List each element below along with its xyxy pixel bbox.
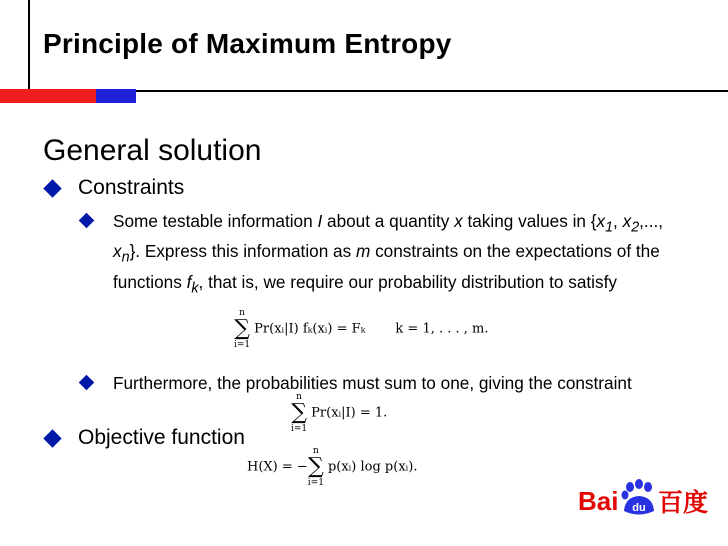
logo-text-cn: 百度 <box>658 488 709 517</box>
summation-symbol: n ∑ i=1 <box>291 392 308 434</box>
bullet-constraints-label: Constraints <box>78 176 185 199</box>
logo-text-du: du <box>632 502 646 514</box>
diamond-bullet-icon <box>43 429 61 447</box>
baidu-logo <box>578 478 718 518</box>
equation-constraints: n ∑ i=1 Pr(xᵢ|I) fₖ(xᵢ) = Fₖ k = 1, . . . , m. <box>234 308 489 350</box>
accent-bar-blue <box>96 89 136 103</box>
diamond-bullet-icon <box>43 179 61 197</box>
sub-bullet-testable-info <box>81 209 673 300</box>
bullet-objective <box>43 426 245 450</box>
summation-symbol: n ∑ i=1 <box>307 446 324 488</box>
section-heading: General solution <box>43 134 262 167</box>
equation-entropy: H(X) = − n ∑ i=1 p(xᵢ) log p(xᵢ). <box>247 446 418 488</box>
diamond-bullet-icon <box>79 213 95 229</box>
bullet-constraints <box>43 176 184 200</box>
bullet-objective-label: Objective function <box>78 426 245 449</box>
paw-icon <box>622 479 655 515</box>
sub-bullet-normalization-text: Furthermore, the probabilities must sum to one, giving the constraint <box>113 373 632 393</box>
logo-text-bai: Bai <box>578 486 619 516</box>
diamond-bullet-icon <box>79 375 95 391</box>
equation-normalization: n ∑ i=1 Pr(xᵢ|I) = 1. <box>291 392 388 434</box>
summation-symbol: n ∑ i=1 <box>234 308 251 350</box>
accent-bar-red <box>0 89 96 103</box>
slide-title: Principle of Maximum Entropy <box>43 28 452 59</box>
sub-bullet-testable-info-text: Some testable information I about a quantity x taking values in {$x_1$, $x_2$,..., $x_n$}. Express this information as m constraints on the expectations of the functions $f_k$, that is, we require our probability distribution to satisfy <box>113 211 664 297</box>
